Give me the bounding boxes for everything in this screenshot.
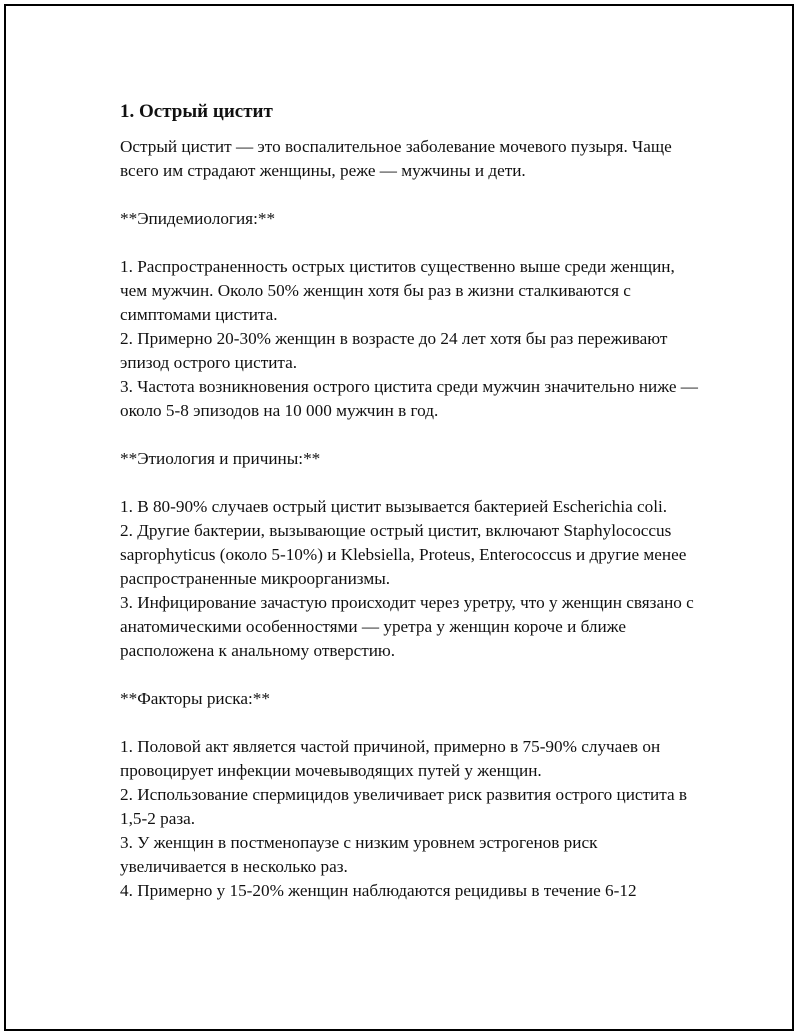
section-heading-risk-factors: **Факторы риска:** (120, 689, 270, 708)
epidemiology-list (120, 255, 700, 423)
section-heading-epidemiology: **Эпидемиология:** (120, 209, 276, 228)
list-item: 2. Примерно 20-30% женщин в возрасте до 24 лет хотя бы раз переживают эпизод острого цистита. (120, 329, 668, 372)
document-body (120, 100, 700, 903)
list-item: 3. У женщин в постменопаузе с низким уровнем эстрогенов риск увеличивается в несколько раз. (120, 833, 598, 876)
list-item: 1. Распространенность острых циститов существенно выше среди женщин, чем мужчин. Около 50% женщин хотя бы раз в жизни сталкиваются с симптомами цистита. (120, 257, 675, 324)
list-item: 1. В 80-90% случаев острый цистит вызывается бактерией Escherichia coli. (120, 497, 668, 516)
risk-factors-list (120, 735, 700, 903)
section-heading-etiology: **Этиология и причины:** (120, 449, 321, 468)
intro-paragraph: Острый цистит — это воспалительное заболевание мочевого пузыря. Чаще всего им страдают женщины, реже — мужчины и дети. (120, 137, 672, 180)
document-title: 1. Острый цистит (120, 101, 273, 122)
list-item: 3. Инфицирование зачастую происходит через уретру, что у женщин связано с анатомическими особенностями — уретра у женщин короче и ближе расположена к анальному отверстию. (120, 593, 694, 660)
list-item: 2. Использование спермицидов увеличивает риск развития острого цистита в 1,5-2 раза. (120, 785, 688, 828)
list-item: 4. Примерно у 15-20% женщин наблюдаются рецидивы в течение 6-12 (120, 881, 637, 900)
list-item: 1. Половой акт является частой причиной, примерно в 75-90% случаев он провоцирует инфекции мочевыводящих путей у женщин. (120, 737, 661, 780)
document-page (4, 4, 794, 1031)
list-item: 2. Другие бактерии, вызывающие острый цистит, включают Staphylococcus saprophyticus (около 5-10%) и Klebsiella, Proteus, Enterococcus и другие менее распространенные микроорганизмы. (120, 521, 687, 588)
list-item: 3. Частота возникновения острого цистита среди мужчин значительно ниже — около 5-8 эпизодов на 10 000 мужчин в год. (120, 377, 698, 420)
etiology-list (120, 495, 700, 663)
